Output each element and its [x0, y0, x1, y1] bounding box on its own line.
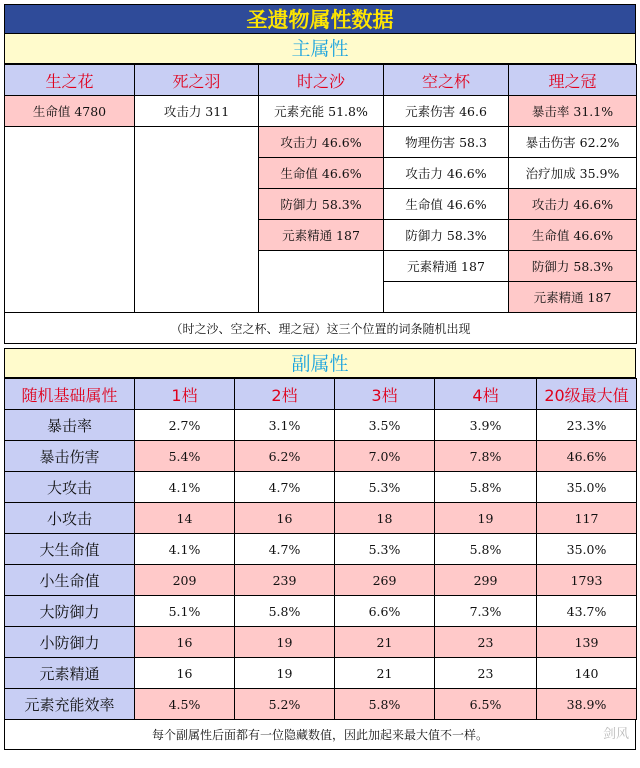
circlet-stat: 治疗加成 35.9% [509, 158, 637, 189]
footer-note [4, 720, 636, 750]
sub-row-label: 元素精通 [5, 658, 135, 689]
sub-row-value: 2.7% [135, 410, 235, 441]
sub-row-value: 43.7% [537, 596, 637, 627]
sub-row-value: 239 [235, 565, 335, 596]
sub-row-label: 小防御力 [5, 627, 135, 658]
sub-row [5, 503, 637, 534]
sands-empty [259, 251, 384, 313]
circlet-stat: 防御力 58.3% [509, 251, 637, 282]
main-stats-table [4, 64, 637, 344]
sub-row-value: 139 [537, 627, 637, 658]
sub-row-value: 4.1% [135, 534, 235, 565]
main-note-row [5, 313, 637, 344]
sub-row-value: 7.0% [335, 441, 435, 472]
circlet-stat: 攻击力 46.6% [509, 189, 637, 220]
sub-header: 3档 [335, 379, 435, 410]
sub-row-label: 小攻击 [5, 503, 135, 534]
plume-stat: 攻击力 311 [135, 96, 259, 127]
sub-header: 2档 [235, 379, 335, 410]
sub-row-value: 4.7% [235, 472, 335, 503]
sub-row [5, 596, 637, 627]
sub-row-value: 16 [135, 658, 235, 689]
sub-row [5, 565, 637, 596]
sands-stat: 防御力 58.3% [259, 189, 384, 220]
sub-row-label: 暴击伤害 [5, 441, 135, 472]
goblet-empty [384, 282, 509, 313]
sub-header: 随机基础属性 [5, 379, 135, 410]
col-header-goblet: 空之杯 [384, 65, 509, 96]
sub-row-value: 19 [435, 503, 537, 534]
sub-row [5, 441, 637, 472]
page-title: 圣遗物属性数据 [4, 4, 636, 34]
goblet-stat: 元素伤害 46.6 [384, 96, 509, 127]
sub-row-value: 14 [135, 503, 235, 534]
sub-row-value: 3.5% [335, 410, 435, 441]
goblet-stat: 物理伤害 58.3 [384, 127, 509, 158]
sub-row-value: 6.6% [335, 596, 435, 627]
sub-row [5, 689, 637, 720]
flower-stat: 生命值 4780 [5, 96, 135, 127]
main-row-1 [5, 96, 637, 127]
sub-row [5, 472, 637, 503]
sub-header: 1档 [135, 379, 235, 410]
main-row-2 [5, 127, 637, 158]
sub-row [5, 534, 637, 565]
sub-row-value: 16 [235, 503, 335, 534]
sub-row-value: 209 [135, 565, 235, 596]
col-header-plume: 死之羽 [135, 65, 259, 96]
sub-row-value: 117 [537, 503, 637, 534]
sands-stat: 生命值 46.6% [259, 158, 384, 189]
sub-row-value: 38.9% [537, 689, 637, 720]
flower-empty [5, 127, 135, 313]
main-note: （时之沙、空之杯、理之冠）这三个位置的词条随机出现 [5, 313, 637, 344]
sub-row [5, 658, 637, 689]
sub-row-value: 6.5% [435, 689, 537, 720]
sub-row-value: 269 [335, 565, 435, 596]
sub-row-value: 140 [537, 658, 637, 689]
sub-row-value: 7.8% [435, 441, 537, 472]
sub-row-value: 23.3% [537, 410, 637, 441]
sub-row-value: 46.6% [537, 441, 637, 472]
sub-row-value: 6.2% [235, 441, 335, 472]
sub-row-value: 5.8% [235, 596, 335, 627]
sands-stat: 元素精通 187 [259, 220, 384, 251]
sub-header: 20级最大值 [537, 379, 637, 410]
sub-row-value: 18 [335, 503, 435, 534]
goblet-stat: 元素精通 187 [384, 251, 509, 282]
sub-row-value: 5.8% [335, 689, 435, 720]
sub-row-value: 19 [235, 658, 335, 689]
sub-row-label: 大防御力 [5, 596, 135, 627]
goblet-stat: 攻击力 46.6% [384, 158, 509, 189]
sub-stats-table [4, 378, 637, 720]
footer-text: 每个副属性后面都有一位隐藏数值，因此加起来最大值不一样。 [151, 728, 488, 742]
sub-row-value: 35.0% [537, 472, 637, 503]
sub-row-value: 3.9% [435, 410, 537, 441]
sub-row-value: 7.3% [435, 596, 537, 627]
sub-row-value: 5.8% [435, 472, 537, 503]
sub-row-value: 5.1% [135, 596, 235, 627]
sub-row-value: 5.3% [335, 472, 435, 503]
sub-row [5, 627, 637, 658]
sub-row-label: 元素充能效率 [5, 689, 135, 720]
col-header-flower: 生之花 [5, 65, 135, 96]
sub-row-value: 4.1% [135, 472, 235, 503]
sub-row-label: 小生命值 [5, 565, 135, 596]
sands-stat: 元素充能 51.8% [259, 96, 384, 127]
main-header-row [5, 65, 637, 96]
goblet-stat: 防御力 58.3% [384, 220, 509, 251]
sub-row-value: 19 [235, 627, 335, 658]
sub-row-value: 299 [435, 565, 537, 596]
sub-header: 4档 [435, 379, 537, 410]
sub-row-value: 5.3% [335, 534, 435, 565]
col-header-sands: 时之沙 [259, 65, 384, 96]
sub-row-label: 大生命值 [5, 534, 135, 565]
sub-row-value: 4.7% [235, 534, 335, 565]
sub-row [5, 410, 637, 441]
sub-header-row [5, 379, 637, 410]
sub-row-label: 暴击率 [5, 410, 135, 441]
sub-row-value: 21 [335, 627, 435, 658]
sub-row-label: 大攻击 [5, 472, 135, 503]
sub-row-value: 1793 [537, 565, 637, 596]
main-section-title: 主属性 [4, 34, 636, 64]
col-header-circlet: 理之冠 [509, 65, 637, 96]
sub-row-value: 4.5% [135, 689, 235, 720]
sands-stat: 攻击力 46.6% [259, 127, 384, 158]
artifact-sheet [4, 4, 636, 750]
plume-empty [135, 127, 259, 313]
watermark: 剑风 [602, 727, 629, 742]
sub-row-value: 5.2% [235, 689, 335, 720]
sub-row-value: 35.0% [537, 534, 637, 565]
circlet-stat: 暴击率 31.1% [509, 96, 637, 127]
sub-row-value: 23 [435, 627, 537, 658]
circlet-stat: 暴击伤害 62.2% [509, 127, 637, 158]
circlet-stat: 生命值 46.6% [509, 220, 637, 251]
sub-row-value: 21 [335, 658, 435, 689]
sub-row-value: 3.1% [235, 410, 335, 441]
sub-section-title: 副属性 [4, 348, 636, 378]
sub-row-value: 16 [135, 627, 235, 658]
sub-row-value: 23 [435, 658, 537, 689]
sub-row-value: 5.4% [135, 441, 235, 472]
circlet-stat: 元素精通 187 [509, 282, 637, 313]
goblet-stat: 生命值 46.6% [384, 189, 509, 220]
sub-row-value: 5.8% [435, 534, 537, 565]
